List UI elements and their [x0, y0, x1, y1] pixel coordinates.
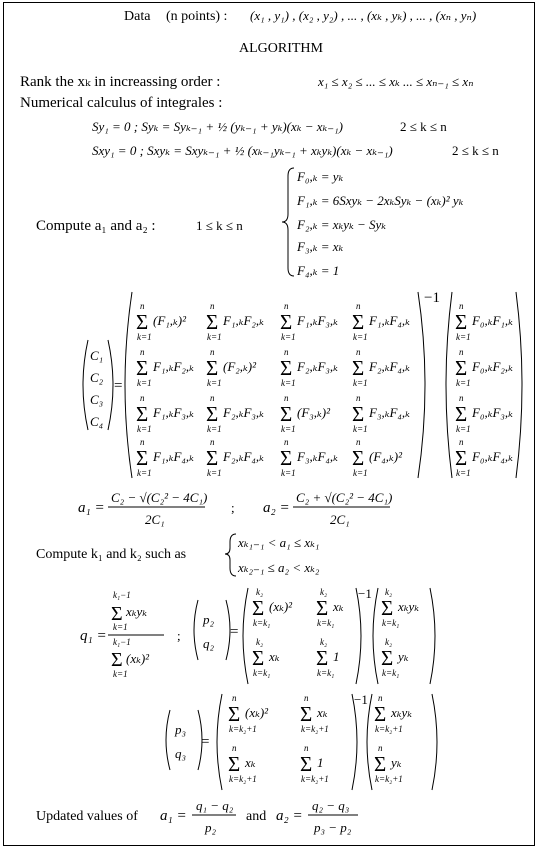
matrix-cell-4-2-term: F₂,ₖF₄,ₖ	[223, 449, 264, 464]
matrix-cell-3-4-sum-bottom: k=1	[353, 424, 368, 434]
a1-numerator: C₂ − √(C₂² − 4C₁)	[111, 490, 208, 505]
rhs-cell-1-term: F₀,ₖF₁,ₖ	[472, 313, 513, 328]
q1-den-sum-top: k₁−1	[113, 637, 131, 647]
matrix-cell-3-3-sum-bottom: k=1	[281, 424, 296, 434]
p2q2-rhs-right-paren	[430, 588, 435, 684]
matrix-cell-4-1-sum-top: n	[140, 437, 145, 447]
q1-num-sum-top: k₁−1	[113, 590, 131, 600]
p2q2-matrix-cell-1-1-term: (xₖ)²	[269, 599, 293, 614]
c-vector-entry-2: C₂	[90, 370, 104, 385]
q1-num-sigma: Σ	[111, 603, 123, 625]
updated-a1-lhs: a₁ =	[160, 808, 187, 824]
data-label: Data	[124, 9, 151, 24]
p2q2-matrix-cell-2-1-term: xₖ	[269, 649, 280, 664]
c-vector-right-paren	[108, 340, 113, 430]
matrix-cell-1-3-sigma: Σ	[280, 310, 293, 334]
matrix-cell-2-2-sigma: Σ	[206, 356, 219, 380]
rhs-cell-4-sum-bottom: k=1	[456, 468, 471, 478]
f0-definition: F₀,ₖ = yₖ	[297, 169, 344, 184]
matrix-cell-1-2-term: F₁,ₖF₂,ₖ	[223, 313, 264, 328]
matrix-cell-1-2-sum-top: n	[210, 301, 215, 311]
rhs-cell-3-sigma: Σ	[455, 402, 468, 426]
p2q2-left-paren	[194, 600, 198, 660]
q3-label: q₃	[175, 746, 187, 761]
updated-a2-lhs: a₂ =	[276, 808, 303, 824]
q1-lhs: q₁ =	[80, 628, 107, 644]
matrix-cell-1-4-term: F₁,ₖF₄,ₖ	[369, 313, 410, 328]
matrix-cell-4-3-sum-bottom: k=1	[281, 468, 296, 478]
rhs-left-paren	[446, 292, 452, 478]
p3q3-matrix-cell-2-1-sum-bottom: k=k₂+1	[229, 774, 257, 784]
p2q2-rhs-cell-1-sigma: Σ	[381, 596, 394, 620]
p3q3-matrix-cell-2-1-sum-top: n	[232, 743, 237, 753]
p2q2-matrix-cell-2-1-sum-top: k₂	[256, 637, 264, 647]
p3q3-matrix-cell-1-2-sum-top: n	[304, 693, 309, 703]
matrix-cell-3-3-sigma: Σ	[280, 402, 293, 426]
rhs-cell-1-sum-bottom: k=1	[456, 332, 471, 342]
matrix-cell-3-3-term: (F₃,ₖ)²	[297, 405, 331, 420]
matrix-cell-4-4-sigma: Σ	[352, 446, 365, 470]
p3q3-matrix-cell-1-1-sigma: Σ	[228, 702, 241, 726]
rhs-cell-2-sum-bottom: k=1	[456, 378, 471, 388]
a1-denominator: 2C₁	[145, 512, 165, 527]
p2q2-inverse-exponent: −1	[358, 586, 372, 601]
matrix-cell-1-1-term: (F₁,ₖ)²	[153, 313, 187, 328]
c-vector-entry-4: C₄	[90, 414, 104, 429]
matrix-cell-1-1-sum-bottom: k=1	[137, 332, 152, 342]
updated-a2-numerator: q₂ − q₃	[312, 798, 350, 813]
matrix-equals: =	[114, 378, 123, 394]
matrix-cell-2-3-sigma: Σ	[280, 356, 293, 380]
matrix-cell-3-4-sum-top: n	[356, 393, 361, 403]
matrix-cell-2-4-term: F₂,ₖF₄,ₖ	[369, 359, 410, 374]
p3q3-rhs-cell-1-sum-bottom: k=k₂+1	[375, 724, 403, 734]
p2q2-rhs-left-paren	[373, 588, 378, 684]
p3q3-matrix-cell-1-2-sum-bottom: k=k₂+1	[301, 724, 329, 734]
compute-k-label: Compute k₁ and k₂ such as	[36, 547, 187, 562]
p2q2-matrix-cell-1-1-sum-top: k₂	[256, 587, 264, 597]
compute-a-range: 1 ≤ k ≤ n	[196, 218, 243, 233]
a-formula-separator: ;	[231, 500, 235, 515]
p3q3-matrix-right-paren	[352, 694, 357, 790]
matrix-cell-2-3-sum-bottom: k=1	[281, 378, 296, 388]
matrix-cell-2-1-sigma: Σ	[136, 356, 149, 380]
matrix-cell-2-3-sum-top: n	[284, 347, 289, 357]
matrix-cell-1-3-sum-top: n	[284, 301, 289, 311]
p2q2-rhs-cells	[381, 587, 419, 678]
p2q2-matrix-cell-1-1-sigma: Σ	[252, 596, 265, 620]
matrix-cell-4-4-sum-top: n	[356, 437, 361, 447]
k2-condition: xₖ₂₋₁ ≤ a₂ < xₖ₂	[238, 560, 320, 575]
p3q3-matrix-cell-1-1-term: (xₖ)²	[245, 705, 269, 720]
p3q3-rhs-left-paren	[367, 694, 372, 790]
c-vector-entry-3: C₃	[90, 392, 104, 407]
matrix-cell-1-3-term: F₁,ₖF₃,ₖ	[297, 313, 338, 328]
system-brace	[282, 168, 294, 276]
matrix-inverse-exponent: −1	[424, 290, 440, 306]
p2q2-matrix-cell-2-1-sigma: Σ	[252, 646, 265, 670]
p2q2-rhs-cell-2-sigma: Σ	[381, 646, 394, 670]
p3q3-matrix-cell-2-2-sigma: Σ	[300, 752, 313, 776]
p3q3-matrix-cell-1-2-term: xₖ	[317, 705, 328, 720]
p2q2-matrix-cell-2-1-sum-bottom: k=k₁	[253, 668, 271, 678]
q1-denominator: (xₖ)²	[126, 651, 150, 666]
q1-den-sum-bottom: k=1	[113, 669, 128, 679]
matrix-cell-1-4-sum-bottom: k=1	[353, 332, 368, 342]
matrix-cell-2-1-sum-top: n	[140, 347, 145, 357]
integrals-label: Numerical calculus of integrales :	[20, 95, 223, 111]
matrix-cell-4-4-term: (F₄,ₖ)²	[369, 449, 403, 464]
matrix-cell-3-2-sum-top: n	[210, 393, 215, 403]
rhs-cell-4-sum-top: n	[459, 437, 464, 447]
p3q3-rhs-cell-1-term: xₖyₖ	[391, 705, 413, 720]
matrix-cell-2-2-sum-bottom: k=1	[207, 378, 222, 388]
p2q2-matrix-cell-1-2-sum-top: k₂	[320, 587, 328, 597]
rhs-cell-4-term: F₀,ₖF₄,ₖ	[472, 449, 513, 464]
matrix-cell-4-1-sum-bottom: k=1	[137, 468, 152, 478]
p2q2-rhs-cell-2-sum-bottom: k=k₁	[382, 668, 400, 678]
updated-a1-denominator: p₂	[205, 820, 217, 835]
rhs-cells	[455, 301, 513, 478]
a1-lhs: a₁ =	[78, 500, 105, 516]
p3q3-matrix-cell-1-2-sigma: Σ	[300, 702, 313, 726]
p2q2-rhs-cell-2-term: yₖ	[398, 649, 409, 664]
p2-label: p₂	[203, 612, 215, 627]
matrix-cell-4-2-sum-top: n	[210, 437, 215, 447]
p2q2-matrix-right-paren	[356, 588, 361, 684]
matrix-cell-2-4-sum-top: n	[356, 347, 361, 357]
f2-definition: F₂,ₖ = xₖyₖ − Syₖ	[297, 217, 387, 232]
updated-a1-numerator: q₁ − q₂	[196, 798, 234, 813]
matrix-cell-2-2-sum-top: n	[210, 347, 215, 357]
p2q2-matrix-cell-1-2-sigma: Σ	[316, 596, 329, 620]
c-vector-entry-1: C₁	[90, 348, 104, 363]
matrix-cell-3-3-sum-top: n	[284, 393, 289, 403]
rhs-cell-1-sum-top: n	[459, 301, 464, 311]
p3q3-matrix-cell-2-1-term: xₖ	[245, 755, 256, 770]
updated-and: and	[246, 809, 267, 824]
rhs-cell-3-sum-top: n	[459, 393, 464, 403]
matrix-cell-4-3-sigma: Σ	[280, 446, 293, 470]
rhs-right-paren	[516, 292, 522, 478]
matrix-cell-3-1-term: F₁,ₖF₃,ₖ	[153, 405, 194, 420]
matrix-cell-1-1-sum-top: n	[140, 301, 145, 311]
p3q3-equals: =	[201, 734, 210, 750]
f1-definition: F₁,ₖ = 6Sxyₖ − 2xₖSyₖ − (xₖ)² yₖ	[297, 193, 464, 208]
rhs-cell-4-sigma: Σ	[455, 446, 468, 470]
p2q2-matrix-cell-1-2-term: xₖ	[333, 599, 344, 614]
matrix-cell-1-3-sum-bottom: k=1	[281, 332, 296, 342]
rhs-cell-1-sigma: Σ	[455, 310, 468, 334]
f4-definition: F₄,ₖ = 1	[297, 263, 340, 278]
matrix-cells	[136, 301, 410, 478]
updated-label: Updated values of	[36, 809, 138, 824]
matrix-cell-3-4-sigma: Σ	[352, 402, 365, 426]
rhs-cell-2-term: F₀,ₖF₂,ₖ	[472, 359, 513, 374]
n-points-label: (n points) :	[166, 9, 228, 24]
matrix-cell-1-2-sigma: Σ	[206, 310, 219, 334]
matrix-cell-4-3-sum-top: n	[284, 437, 289, 447]
rhs-cell-2-sum-top: n	[459, 347, 464, 357]
a2-numerator: C₂ + √(C₂² − 4C₁)	[296, 490, 393, 505]
p3q3-rhs-cell-2-sum-bottom: k=k₂+1	[375, 774, 403, 784]
k-condition-brace	[225, 534, 236, 576]
f3-definition: F₃,ₖ = xₖ	[297, 239, 344, 254]
p3q3-rhs-cell-2-sum-top: n	[378, 743, 383, 753]
p3q3-rhs-cells	[374, 693, 412, 784]
rhs-cell-3-term: F₀,ₖF₃,ₖ	[472, 405, 513, 420]
matrix-cell-3-1-sum-top: n	[140, 393, 145, 403]
p2q2-matrix-left-paren	[243, 588, 248, 684]
p2q2-matrix-cell-2-2-sum-top: k₂	[320, 637, 328, 647]
matrix-cell-4-1-term: F₁,ₖF₄,ₖ	[153, 449, 194, 464]
p3q3-matrix-cell-2-1-sigma: Σ	[228, 752, 241, 776]
matrix-cell-4-2-sum-bottom: k=1	[207, 468, 222, 478]
p2q2-rhs-cell-2-sum-top: k₂	[385, 637, 393, 647]
matrix-cell-4-2-sigma: Σ	[206, 446, 219, 470]
rank-label: Rank the xₖ in increassing order :	[20, 74, 221, 90]
matrix-right-paren	[418, 292, 425, 478]
p2q2-matrix-cell-2-2-sum-bottom: k=k₁	[317, 668, 335, 678]
p3q3-matrix-left-paren	[217, 694, 222, 790]
p3q3-inverse-exponent: −1	[354, 692, 368, 707]
sxy-formula: Sxy₁ = 0 ; Sxyₖ = Sxyₖ₋₁ + ½ (xₖ₋₁yₖ₋₁ + xₖyₖ)(xₖ − xₖ₋₁)	[92, 143, 393, 158]
matrix-cell-2-1-term: F₁,ₖF₂,ₖ	[153, 359, 194, 374]
matrix-cell-3-1-sum-bottom: k=1	[137, 424, 152, 434]
p3q3-rhs-cell-2-sigma: Σ	[374, 752, 387, 776]
a2-lhs: a₂ =	[263, 500, 290, 516]
sy-formula: Sy₁ = 0 ; Syₖ = Syₖ₋₁ + ½ (yₖ₋₁ + yₖ)(xₖ − xₖ₋₁)	[92, 119, 344, 134]
p3q3-matrix-cell-1-1-sum-bottom: k=k₂+1	[229, 724, 257, 734]
p2q2-matrix-cells	[252, 587, 344, 678]
points-list: (x₁ , y₁) , (x₂ , y₂) , ... , (xₖ , yₖ) , ... , (xₙ , yₙ)	[250, 8, 477, 23]
matrix-cell-2-4-sum-bottom: k=1	[353, 378, 368, 388]
q1-den-sigma: Σ	[111, 649, 123, 671]
p3q3-left-paren	[166, 710, 170, 770]
algorithm-title: ALGORITHM	[239, 41, 323, 56]
matrix-cell-4-4-sum-bottom: k=1	[353, 468, 368, 478]
p3q3-rhs-right-paren	[432, 694, 437, 790]
sy-range: 2 ≤ k ≤ n	[400, 119, 447, 134]
p2q2-equals: =	[230, 624, 239, 640]
matrix-cell-2-2-term: (F₂,ₖ)²	[223, 359, 257, 374]
p3q3-matrix-cell-2-2-sum-top: n	[304, 743, 309, 753]
matrix-cell-3-1-sigma: Σ	[136, 402, 149, 426]
matrix-left-paren	[125, 292, 132, 478]
matrix-cell-2-1-sum-bottom: k=1	[137, 378, 152, 388]
matrix-cell-3-4-term: F₃,ₖF₄,ₖ	[369, 405, 410, 420]
c-vector-left-paren	[83, 340, 88, 430]
matrix-cell-1-4-sum-top: n	[356, 301, 361, 311]
p3-label: p₃	[175, 722, 187, 737]
updated-a2-denominator: p₃ − p₂	[314, 820, 352, 835]
rank-expression: x₁ ≤ x₂ ≤ ... ≤ xₖ ... ≤ xₙ₋₁ ≤ xₙ	[318, 74, 474, 89]
matrix-cell-3-2-sum-bottom: k=1	[207, 424, 222, 434]
p2q2-matrix-cell-2-2-sigma: Σ	[316, 646, 329, 670]
p2q2-matrix-cell-2-2-term: 1	[333, 649, 340, 664]
a2-denominator: 2C₁	[330, 512, 350, 527]
rhs-cell-3-sum-bottom: k=1	[456, 424, 471, 434]
matrix-cell-2-4-sigma: Σ	[352, 356, 365, 380]
q1-num-sum-bottom: k=1	[113, 622, 128, 632]
compute-a-label: Compute a₁ and a₂ :	[36, 218, 156, 234]
matrix-cell-1-1-sigma: Σ	[136, 310, 149, 334]
matrix-cell-3-2-sigma: Σ	[206, 402, 219, 426]
c-vector	[90, 348, 104, 429]
p3q3-matrix-cell-1-1-sum-top: n	[232, 693, 237, 703]
p2q2-rhs-cell-1-sum-bottom: k=k₁	[382, 618, 400, 628]
matrix-cell-3-2-term: F₂,ₖF₃,ₖ	[223, 405, 264, 420]
p3q3-rhs-cell-1-sum-top: n	[378, 693, 383, 703]
matrix-cell-2-3-term: F₂,ₖF₃,ₖ	[297, 359, 338, 374]
p3q3-matrix-cell-2-2-term: 1	[317, 755, 324, 770]
p3q3-rhs-cell-1-sigma: Σ	[374, 702, 387, 726]
matrix-cell-1-2-sum-bottom: k=1	[207, 332, 222, 342]
q1-separator: ;	[177, 628, 181, 643]
p3q3-rhs-cell-2-term: yₖ	[391, 755, 402, 770]
p2q2-matrix-cell-1-2-sum-bottom: k=k₁	[317, 618, 335, 628]
p2q2-rhs-cell-1-term: xₖyₖ	[398, 599, 420, 614]
rhs-cell-2-sigma: Σ	[455, 356, 468, 380]
p2q2-rhs-cell-1-sum-top: k₂	[385, 587, 393, 597]
q2-label: q₂	[203, 636, 215, 651]
q1-numerator: xₖyₖ	[126, 604, 148, 619]
matrix-cell-4-1-sigma: Σ	[136, 446, 149, 470]
k1-condition: xₖ₁₋₁ < a₁ ≤ xₖ₁	[238, 535, 320, 550]
matrix-cell-1-4-sigma: Σ	[352, 310, 365, 334]
p2q2-matrix-cell-1-1-sum-bottom: k=k₁	[253, 618, 271, 628]
p3q3-matrix-cells	[228, 693, 329, 784]
sxy-range: 2 ≤ k ≤ n	[452, 143, 499, 158]
matrix-cell-4-3-term: F₃,ₖF₄,ₖ	[297, 449, 338, 464]
p3q3-matrix-cell-2-2-sum-bottom: k=k₂+1	[301, 774, 329, 784]
